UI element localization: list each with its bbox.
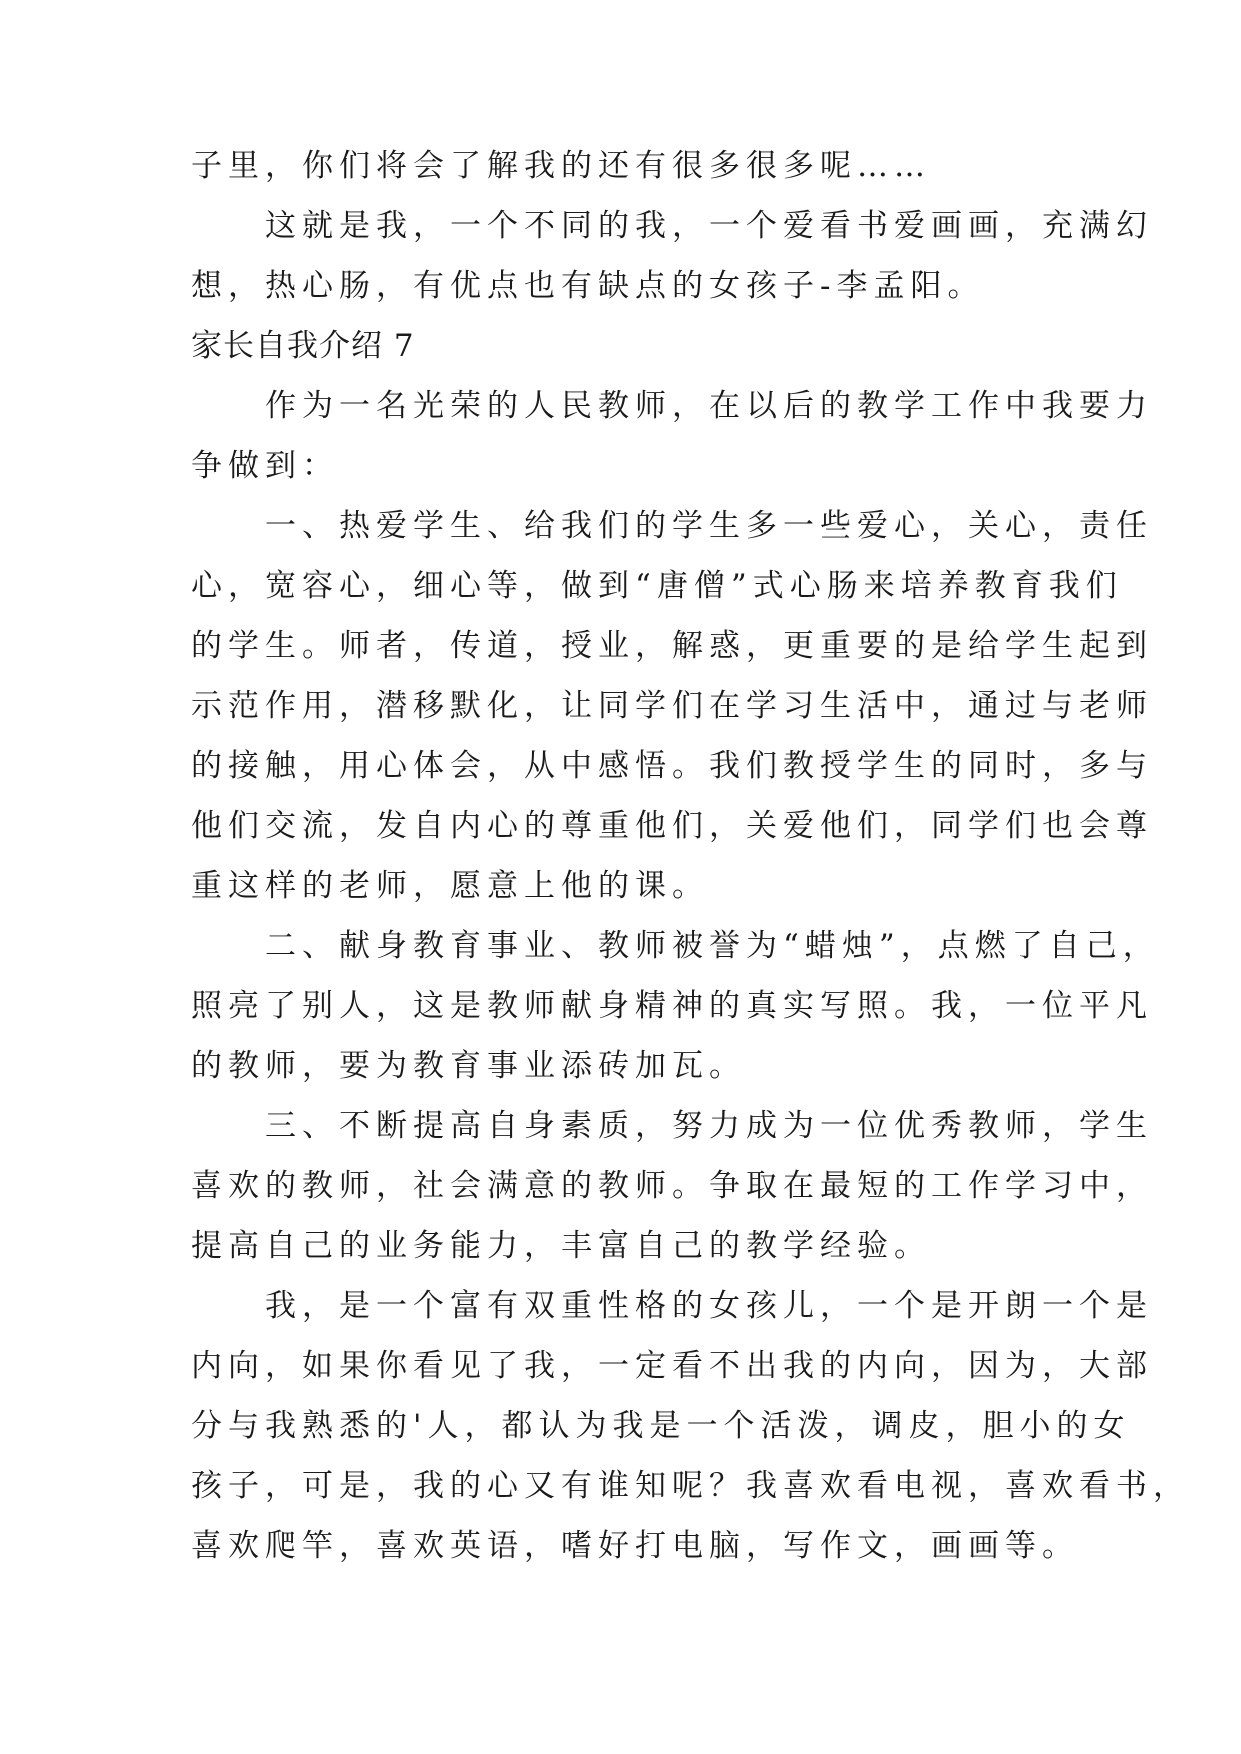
text-line: 他们交流，发自内心的尊重他们，关爱他们，同学们也会尊 — [191, 808, 1153, 844]
text-line: 子里，你们将会了解我的还有很多很多呢…… — [191, 148, 931, 184]
text-line: 二、献身教育事业、教师被誉为“蜡烛”，点燃了自己， — [191, 928, 1160, 964]
text-line: 我，是一个富有双重性格的女孩儿，一个是开朗一个是 — [191, 1288, 1153, 1324]
text-line: 孩子，可是，我的心又有谁知呢？我喜欢看电视，喜欢看书， — [191, 1468, 1190, 1504]
text-line: 分与我熟悉的'人，都认为我是一个活泼，调皮，胆小的女 — [191, 1408, 1131, 1444]
text-line: 的接触，用心体会，从中感悟。我们教授学生的同时，多与 — [191, 748, 1153, 784]
text-line: 照亮了别人，这是教师献身精神的真实写照。我，一位平凡 — [191, 988, 1153, 1024]
section-heading: 家长自我介绍 7 — [191, 328, 415, 364]
text-line: 一、热爱学生、给我们的学生多一些爱心，关心，责任 — [191, 508, 1153, 544]
text-line: 的学生。师者，传道，授业，解惑，更重要的是给学生起到 — [191, 628, 1153, 664]
text-line: 的教师，要为教育事业添砖加瓦。 — [191, 1048, 746, 1084]
text-line: 争做到： — [191, 448, 339, 484]
text-line: 内向，如果你看见了我，一定看不出我的内向，因为，大部 — [191, 1348, 1153, 1384]
text-line: 喜欢的教师，社会满意的教师。争取在最短的工作学习中， — [191, 1168, 1153, 1204]
text-line: 重这样的老师，愿意上他的课。 — [191, 868, 709, 904]
text-line: 心，宽容心，细心等，做到“唐僧”式心肠来培养教育我们 — [191, 568, 1123, 604]
text-line: 喜欢爬竿，喜欢英语，嗜好打电脑，写作文，画画等。 — [191, 1528, 1079, 1564]
text-line: 提高自己的业务能力，丰富自己的教学经验。 — [191, 1228, 931, 1264]
text-line: 示范作用，潜移默化，让同学们在学习生活中，通过与老师 — [191, 688, 1153, 724]
text-line: 这就是我，一个不同的我，一个爱看书爱画画，充满幻 — [191, 208, 1153, 244]
text-line: 作为一名光荣的人民教师，在以后的教学工作中我要力 — [191, 388, 1153, 424]
text-line: 三、不断提高自身素质，努力成为一位优秀教师，学生 — [191, 1108, 1153, 1144]
text-line: 想，热心肠，有优点也有缺点的女孩子-李孟阳。 — [191, 268, 985, 304]
